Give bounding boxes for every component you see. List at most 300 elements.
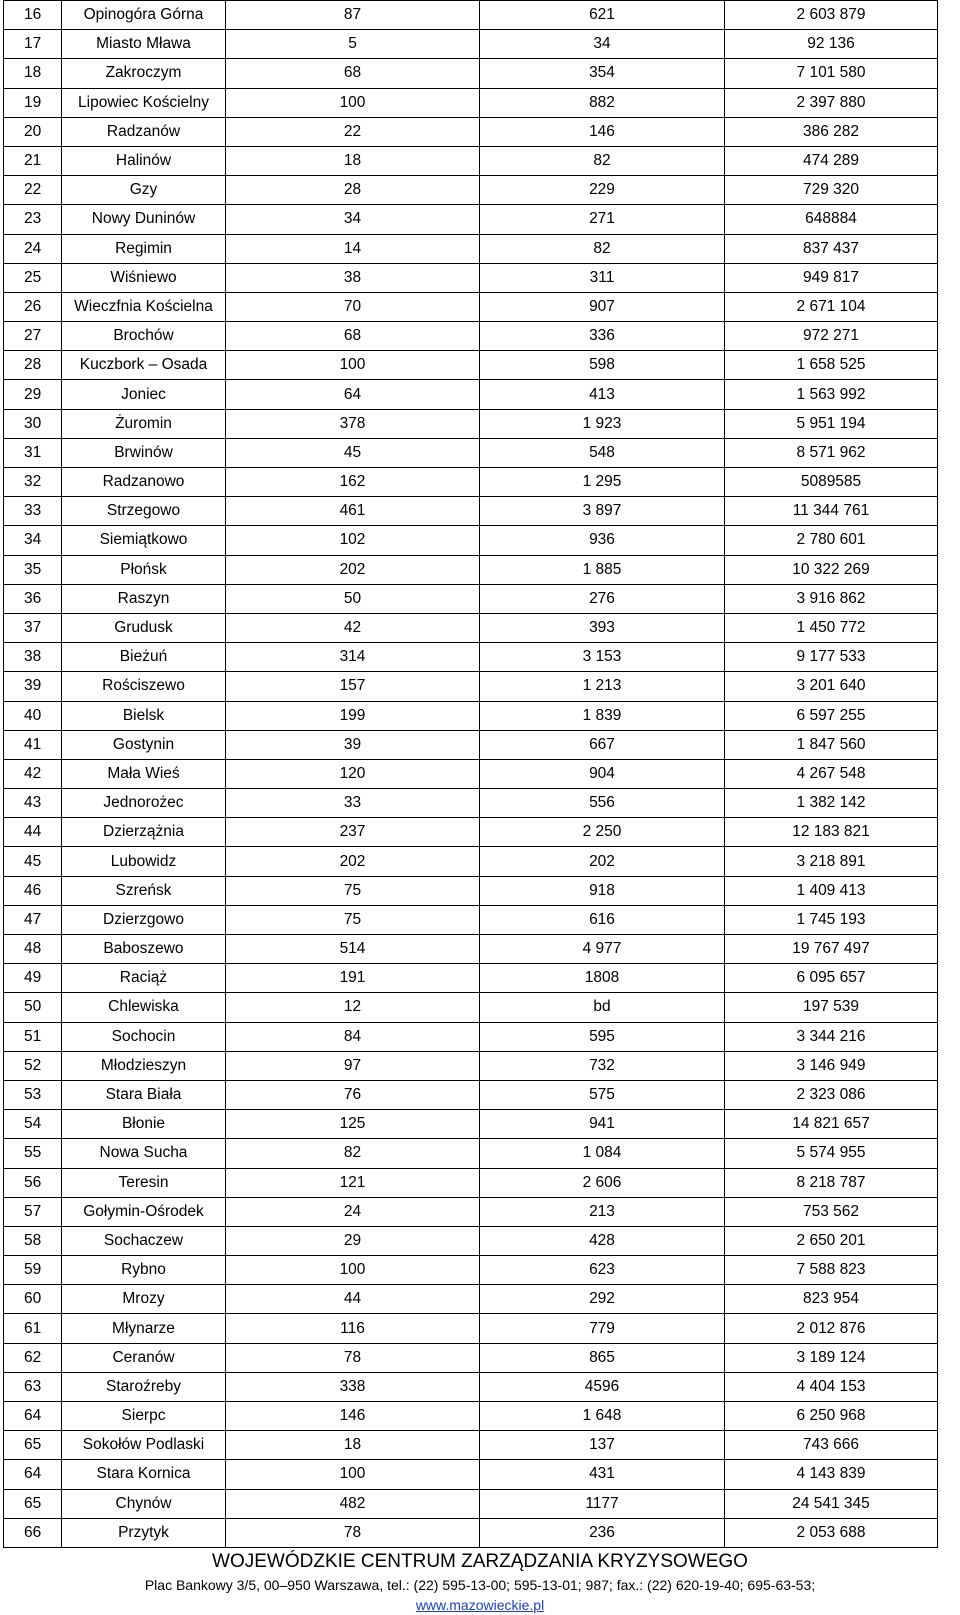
value-cell-2: 431: [480, 1460, 725, 1489]
municipality-cell: Ceranów: [62, 1343, 226, 1372]
row-number-cell: 41: [4, 730, 62, 759]
value-cell-3: 1 745 193: [725, 905, 938, 934]
row-number-cell: 44: [4, 818, 62, 847]
row-number-cell: 62: [4, 1343, 62, 1372]
municipality-cell: Młynarze: [62, 1314, 226, 1343]
municipality-cell: Wieczfnia Kościelna: [62, 292, 226, 321]
municipality-cell: Miasto Mława: [62, 30, 226, 59]
value-cell-2: 621: [480, 1, 725, 30]
table-row: [4, 1314, 938, 1343]
value-cell-1: 191: [226, 964, 480, 993]
table-row: [4, 993, 938, 1022]
value-cell-3: 474 289: [725, 146, 938, 175]
value-cell-1: 314: [226, 643, 480, 672]
value-cell-2: 4 977: [480, 935, 725, 964]
table-row: [4, 88, 938, 117]
row-number-cell: 37: [4, 613, 62, 642]
municipality-cell: Gostynin: [62, 730, 226, 759]
value-cell-1: 76: [226, 1080, 480, 1109]
data-table: [3, 0, 938, 1548]
value-cell-1: 87: [226, 1, 480, 30]
row-number-cell: 46: [4, 876, 62, 905]
value-cell-3: 648884: [725, 205, 938, 234]
value-cell-1: 146: [226, 1402, 480, 1431]
value-cell-2: 354: [480, 59, 725, 88]
value-cell-1: 38: [226, 263, 480, 292]
row-number-cell: 30: [4, 409, 62, 438]
value-cell-1: 22: [226, 117, 480, 146]
municipality-cell: Baboszewo: [62, 935, 226, 964]
value-cell-1: 78: [226, 1343, 480, 1372]
table-row: [4, 1168, 938, 1197]
table-row: [4, 322, 938, 351]
value-cell-2: 1 213: [480, 672, 725, 701]
value-cell-2: 616: [480, 905, 725, 934]
value-cell-2: 393: [480, 613, 725, 642]
municipality-cell: Raszyn: [62, 584, 226, 613]
row-number-cell: 40: [4, 701, 62, 730]
value-cell-3: 3 189 124: [725, 1343, 938, 1372]
table-row: [4, 1489, 938, 1518]
table-row: [4, 380, 938, 409]
municipality-cell: Sierpc: [62, 1402, 226, 1431]
value-cell-1: 50: [226, 584, 480, 613]
row-number-cell: 59: [4, 1256, 62, 1285]
table-row: [4, 1256, 938, 1285]
municipality-cell: Dzierzgowo: [62, 905, 226, 934]
municipality-cell: Sochocin: [62, 1022, 226, 1051]
value-cell-2: 548: [480, 438, 725, 467]
value-cell-1: 70: [226, 292, 480, 321]
value-cell-3: 2 053 688: [725, 1518, 938, 1547]
value-cell-2: 146: [480, 117, 725, 146]
value-cell-2: 271: [480, 205, 725, 234]
municipality-cell: Błonie: [62, 1110, 226, 1139]
value-cell-2: 3 897: [480, 497, 725, 526]
value-cell-1: 28: [226, 176, 480, 205]
value-cell-2: 428: [480, 1226, 725, 1255]
value-cell-3: 3 146 949: [725, 1051, 938, 1080]
municipality-cell: Wiśniewo: [62, 263, 226, 292]
row-number-cell: 65: [4, 1431, 62, 1460]
value-cell-2: bd: [480, 993, 725, 1022]
municipality-cell: Chlewiska: [62, 993, 226, 1022]
value-cell-3: 386 282: [725, 117, 938, 146]
value-cell-3: 743 666: [725, 1431, 938, 1460]
value-cell-2: 236: [480, 1518, 725, 1547]
row-number-cell: 54: [4, 1110, 62, 1139]
value-cell-1: 102: [226, 526, 480, 555]
table-row: [4, 59, 938, 88]
row-number-cell: 26: [4, 292, 62, 321]
row-number-cell: 34: [4, 526, 62, 555]
value-cell-2: 732: [480, 1051, 725, 1080]
municipality-cell: Teresin: [62, 1168, 226, 1197]
row-number-cell: 20: [4, 117, 62, 146]
row-number-cell: 52: [4, 1051, 62, 1080]
value-cell-3: 14 821 657: [725, 1110, 938, 1139]
value-cell-3: 8 218 787: [725, 1168, 938, 1197]
value-cell-3: 2 397 880: [725, 88, 938, 117]
table-row: [4, 438, 938, 467]
table-row: [4, 234, 938, 263]
municipality-cell: Rościszewo: [62, 672, 226, 701]
value-cell-1: 378: [226, 409, 480, 438]
value-cell-1: 514: [226, 935, 480, 964]
value-cell-3: 6 095 657: [725, 964, 938, 993]
value-cell-2: 202: [480, 847, 725, 876]
value-cell-2: 941: [480, 1110, 725, 1139]
row-number-cell: 32: [4, 468, 62, 497]
row-number-cell: 16: [4, 1, 62, 30]
value-cell-3: 823 954: [725, 1285, 938, 1314]
row-number-cell: 42: [4, 759, 62, 788]
municipality-cell: Lubowidz: [62, 847, 226, 876]
value-cell-1: 45: [226, 438, 480, 467]
table-row: [4, 672, 938, 701]
municipality-cell: Gzy: [62, 176, 226, 205]
value-cell-3: 8 571 962: [725, 438, 938, 467]
value-cell-2: 904: [480, 759, 725, 788]
municipality-cell: Sokołów Podlaski: [62, 1431, 226, 1460]
municipality-cell: Regimin: [62, 234, 226, 263]
table-row: [4, 205, 938, 234]
row-number-cell: 61: [4, 1314, 62, 1343]
value-cell-1: 5: [226, 30, 480, 59]
value-cell-3: 4 143 839: [725, 1460, 938, 1489]
municipality-cell: Staroźreby: [62, 1372, 226, 1401]
value-cell-3: 837 437: [725, 234, 938, 263]
row-number-cell: 49: [4, 964, 62, 993]
value-cell-3: 5089585: [725, 468, 938, 497]
value-cell-3: 1 563 992: [725, 380, 938, 409]
row-number-cell: 19: [4, 88, 62, 117]
municipality-cell: Gołymin-Ośrodek: [62, 1197, 226, 1226]
value-cell-3: 1 847 560: [725, 730, 938, 759]
value-cell-1: 162: [226, 468, 480, 497]
footer-title: WOJEWÓDZKIE CENTRUM ZARZĄDZANIA KRYZYSOWEGO: [212, 1551, 748, 1572]
value-cell-2: 1808: [480, 964, 725, 993]
value-cell-1: 461: [226, 497, 480, 526]
row-number-cell: 27: [4, 322, 62, 351]
table-row: [4, 1080, 938, 1109]
table-row: [4, 905, 938, 934]
value-cell-1: 100: [226, 1256, 480, 1285]
row-number-cell: 51: [4, 1022, 62, 1051]
table-row: [4, 935, 938, 964]
row-number-cell: 23: [4, 205, 62, 234]
value-cell-3: 1 409 413: [725, 876, 938, 905]
row-number-cell: 43: [4, 789, 62, 818]
value-cell-1: 29: [226, 1226, 480, 1255]
value-cell-2: 907: [480, 292, 725, 321]
value-cell-3: 5 574 955: [725, 1139, 938, 1168]
table-row: [4, 1051, 938, 1080]
table-row: [4, 1197, 938, 1226]
row-number-cell: 47: [4, 905, 62, 934]
table-row: [4, 847, 938, 876]
row-number-cell: 63: [4, 1372, 62, 1401]
municipality-cell: Radzanów: [62, 117, 226, 146]
table-row: [4, 759, 938, 788]
value-cell-1: 68: [226, 322, 480, 351]
value-cell-2: 779: [480, 1314, 725, 1343]
value-cell-3: 2 012 876: [725, 1314, 938, 1343]
value-cell-3: 729 320: [725, 176, 938, 205]
value-cell-2: 595: [480, 1022, 725, 1051]
value-cell-2: 623: [480, 1256, 725, 1285]
row-number-cell: 56: [4, 1168, 62, 1197]
value-cell-2: 598: [480, 351, 725, 380]
value-cell-2: 229: [480, 176, 725, 205]
municipality-cell: Halinów: [62, 146, 226, 175]
value-cell-3: 3 916 862: [725, 584, 938, 613]
row-number-cell: 36: [4, 584, 62, 613]
municipality-cell: Jednorożec: [62, 789, 226, 818]
table-row: [4, 1402, 938, 1431]
municipality-cell: Kuczbork – Osada: [62, 351, 226, 380]
value-cell-2: 865: [480, 1343, 725, 1372]
municipality-cell: Stara Biała: [62, 1080, 226, 1109]
table-row: [4, 1372, 938, 1401]
value-cell-2: 1 923: [480, 409, 725, 438]
row-number-cell: 53: [4, 1080, 62, 1109]
municipality-cell: Siemiątkowo: [62, 526, 226, 555]
value-cell-3: 12 183 821: [725, 818, 938, 847]
value-cell-1: 39: [226, 730, 480, 759]
municipality-cell: Joniec: [62, 380, 226, 409]
value-cell-3: 6 597 255: [725, 701, 938, 730]
table-row: [4, 146, 938, 175]
table-row: [4, 584, 938, 613]
municipality-cell: Lipowiec Kościelny: [62, 88, 226, 117]
row-number-cell: 45: [4, 847, 62, 876]
value-cell-1: 338: [226, 1372, 480, 1401]
municipality-cell: Rybno: [62, 1256, 226, 1285]
value-cell-2: 137: [480, 1431, 725, 1460]
row-number-cell: 17: [4, 30, 62, 59]
value-cell-2: 311: [480, 263, 725, 292]
municipality-cell: Mrozy: [62, 1285, 226, 1314]
value-cell-3: 949 817: [725, 263, 938, 292]
value-cell-1: 42: [226, 613, 480, 642]
row-number-cell: 38: [4, 643, 62, 672]
row-number-cell: 57: [4, 1197, 62, 1226]
value-cell-2: 4596: [480, 1372, 725, 1401]
table-row: [4, 1518, 938, 1547]
value-cell-2: 1 885: [480, 555, 725, 584]
value-cell-3: 7 588 823: [725, 1256, 938, 1285]
value-cell-1: 14: [226, 234, 480, 263]
value-cell-3: 3 201 640: [725, 672, 938, 701]
value-cell-1: 78: [226, 1518, 480, 1547]
value-cell-2: 276: [480, 584, 725, 613]
municipality-cell: Nowy Duninów: [62, 205, 226, 234]
value-cell-3: 2 780 601: [725, 526, 938, 555]
value-cell-3: 4 267 548: [725, 759, 938, 788]
value-cell-1: 100: [226, 88, 480, 117]
value-cell-1: 202: [226, 555, 480, 584]
value-cell-3: 6 250 968: [725, 1402, 938, 1431]
table-row: [4, 30, 938, 59]
value-cell-3: 2 603 879: [725, 1, 938, 30]
value-cell-3: 19 767 497: [725, 935, 938, 964]
value-cell-1: 125: [226, 1110, 480, 1139]
value-cell-3: 5 951 194: [725, 409, 938, 438]
value-cell-2: 3 153: [480, 643, 725, 672]
municipality-cell: Stara Kornica: [62, 1460, 226, 1489]
municipality-cell: Żuromin: [62, 409, 226, 438]
value-cell-2: 82: [480, 234, 725, 263]
value-cell-3: 9 177 533: [725, 643, 938, 672]
row-number-cell: 64: [4, 1402, 62, 1431]
value-cell-2: 2 250: [480, 818, 725, 847]
table-row: [4, 818, 938, 847]
table-row: [4, 1226, 938, 1255]
value-cell-3: 7 101 580: [725, 59, 938, 88]
municipality-cell: Młodzieszyn: [62, 1051, 226, 1080]
value-cell-1: 44: [226, 1285, 480, 1314]
municipality-cell: Płońsk: [62, 555, 226, 584]
value-cell-2: 82: [480, 146, 725, 175]
municipality-cell: Brwinów: [62, 438, 226, 467]
table-row: [4, 351, 938, 380]
table-row: [4, 292, 938, 321]
value-cell-1: 34: [226, 205, 480, 234]
value-cell-3: 24 541 345: [725, 1489, 938, 1518]
row-number-cell: 21: [4, 146, 62, 175]
value-cell-1: 18: [226, 146, 480, 175]
value-cell-3: 92 136: [725, 30, 938, 59]
table-row: [4, 1, 938, 30]
table-row: [4, 1139, 938, 1168]
value-cell-3: 753 562: [725, 1197, 938, 1226]
row-number-cell: 18: [4, 59, 62, 88]
row-number-cell: 60: [4, 1285, 62, 1314]
table-row: [4, 176, 938, 205]
value-cell-2: 1 648: [480, 1402, 725, 1431]
table-row: [4, 613, 938, 642]
row-number-cell: 22: [4, 176, 62, 205]
value-cell-2: 413: [480, 380, 725, 409]
value-cell-3: 2 671 104: [725, 292, 938, 321]
value-cell-1: 82: [226, 1139, 480, 1168]
table-row: [4, 263, 938, 292]
municipality-cell: Bieżuń: [62, 643, 226, 672]
value-cell-3: 197 539: [725, 993, 938, 1022]
municipality-cell: Przytyk: [62, 1518, 226, 1547]
row-number-cell: 58: [4, 1226, 62, 1255]
value-cell-3: 1 450 772: [725, 613, 938, 642]
municipality-cell: Mała Wieś: [62, 759, 226, 788]
value-cell-3: 2 323 086: [725, 1080, 938, 1109]
value-cell-2: 336: [480, 322, 725, 351]
value-cell-2: 936: [480, 526, 725, 555]
value-cell-2: 1 295: [480, 468, 725, 497]
table-row: [4, 468, 938, 497]
row-number-cell: 64: [4, 1460, 62, 1489]
value-cell-2: 1177: [480, 1489, 725, 1518]
row-number-cell: 55: [4, 1139, 62, 1168]
value-cell-1: 24: [226, 1197, 480, 1226]
value-cell-1: 100: [226, 1460, 480, 1489]
value-cell-1: 482: [226, 1489, 480, 1518]
table-row: [4, 117, 938, 146]
municipality-cell: Radzanowo: [62, 468, 226, 497]
municipality-cell: Brochów: [62, 322, 226, 351]
value-cell-2: 575: [480, 1080, 725, 1109]
municipality-cell: Raciąż: [62, 964, 226, 993]
municipality-cell: Sochaczew: [62, 1226, 226, 1255]
value-cell-1: 75: [226, 905, 480, 934]
value-cell-1: 237: [226, 818, 480, 847]
value-cell-3: 4 404 153: [725, 1372, 938, 1401]
value-cell-3: 2 650 201: [725, 1226, 938, 1255]
value-cell-2: 556: [480, 789, 725, 818]
row-number-cell: 66: [4, 1518, 62, 1547]
value-cell-3: 10 322 269: [725, 555, 938, 584]
value-cell-1: 120: [226, 759, 480, 788]
row-number-cell: 25: [4, 263, 62, 292]
row-number-cell: 33: [4, 497, 62, 526]
value-cell-1: 33: [226, 789, 480, 818]
municipality-cell: Zakroczym: [62, 59, 226, 88]
municipality-cell: Nowa Sucha: [62, 1139, 226, 1168]
footer-address: Plac Bankowy 3/5, 00–950 Warszawa, tel.: (22) 595-13-00; 595-13-01; 987; fax.: (22) 620-19-40; 695-63-53;: [144, 1577, 816, 1593]
table-row: [4, 1285, 938, 1314]
row-number-cell: 29: [4, 380, 62, 409]
value-cell-2: 292: [480, 1285, 725, 1314]
municipality-cell: Grudusk: [62, 613, 226, 642]
municipality-cell: Strzegowo: [62, 497, 226, 526]
value-cell-1: 97: [226, 1051, 480, 1080]
row-number-cell: 65: [4, 1489, 62, 1518]
value-cell-1: 121: [226, 1168, 480, 1197]
table-row: [4, 526, 938, 555]
value-cell-1: 100: [226, 351, 480, 380]
row-number-cell: 24: [4, 234, 62, 263]
value-cell-2: 2 606: [480, 1168, 725, 1197]
table-row: [4, 1431, 938, 1460]
value-cell-3: 3 218 891: [725, 847, 938, 876]
row-number-cell: 48: [4, 935, 62, 964]
value-cell-1: 12: [226, 993, 480, 1022]
municipality-cell: Dzierzążnia: [62, 818, 226, 847]
value-cell-3: 972 271: [725, 322, 938, 351]
value-cell-1: 75: [226, 876, 480, 905]
municipality-cell: Opinogóra Górna: [62, 1, 226, 30]
value-cell-3: 3 344 216: [725, 1022, 938, 1051]
value-cell-3: 1 382 142: [725, 789, 938, 818]
municipality-cell: Szreńsk: [62, 876, 226, 905]
table-body: [4, 1, 938, 1548]
table-row: [4, 730, 938, 759]
value-cell-1: 202: [226, 847, 480, 876]
table-row: [4, 701, 938, 730]
table-row: [4, 1343, 938, 1372]
municipality-cell: Bielsk: [62, 701, 226, 730]
footer-website-link[interactable]: www.mazowieckie.pl: [415, 1597, 545, 1613]
value-cell-1: 199: [226, 701, 480, 730]
municipality-cell: Chynów: [62, 1489, 226, 1518]
table-row: [4, 643, 938, 672]
row-number-cell: 28: [4, 351, 62, 380]
table-row: [4, 409, 938, 438]
value-cell-2: 918: [480, 876, 725, 905]
value-cell-1: 116: [226, 1314, 480, 1343]
value-cell-2: 34: [480, 30, 725, 59]
value-cell-1: 157: [226, 672, 480, 701]
